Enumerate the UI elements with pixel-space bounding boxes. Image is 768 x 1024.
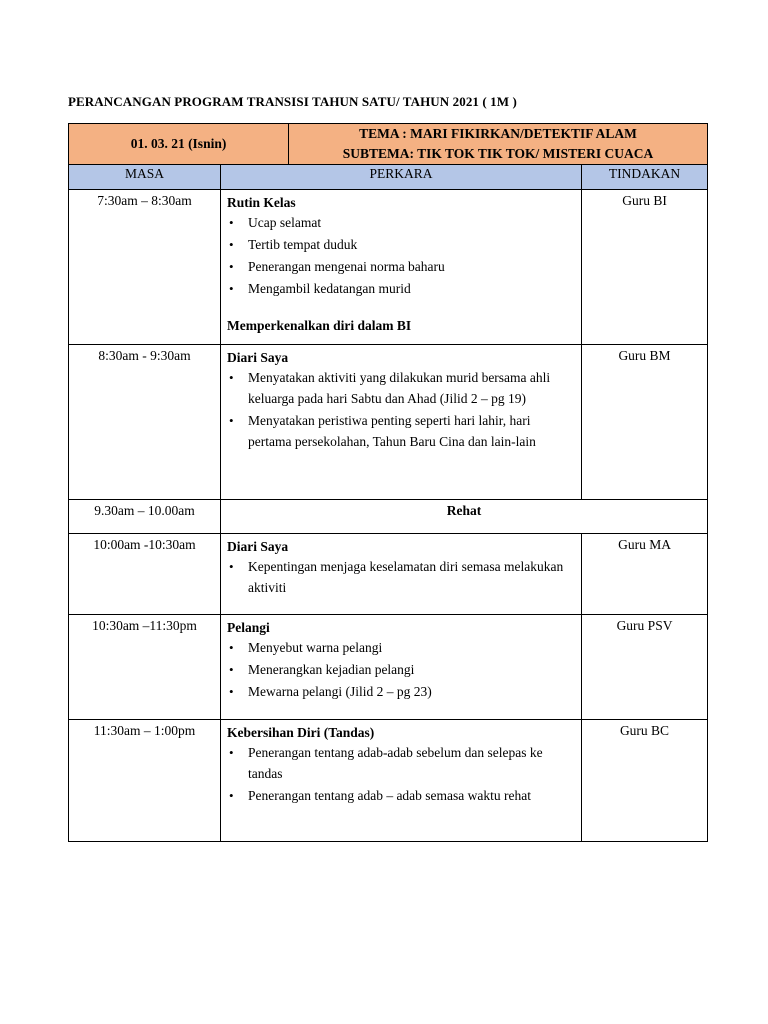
teacher-cell: Guru BI [582, 190, 708, 345]
time-cell: 10:30am –11:30pm [69, 615, 221, 720]
table-row [69, 615, 708, 720]
activity-points [227, 556, 575, 598]
list-item: • Tertib tempat duduk [227, 234, 575, 255]
time-cell: 7:30am – 8:30am [69, 190, 221, 345]
list-item: • Penerangan mengenai norma baharu [227, 256, 575, 277]
activity-cell [221, 345, 582, 500]
activity-title: Rutin Kelas [227, 195, 296, 210]
activity-points [227, 212, 575, 299]
time-cell: 11:30am – 1:00pm [69, 720, 221, 842]
activity-points [227, 367, 575, 452]
list-item: • Penerangan tentang adab-adab sebelum dan selepas ke tandas [227, 742, 575, 784]
activity-title: Diari Saya [227, 539, 289, 554]
table-row [69, 720, 708, 842]
list-item: • Ucap selamat [227, 212, 575, 233]
time-cell: 8:30am - 9:30am [69, 345, 221, 500]
schedule-table [68, 123, 708, 842]
column-header-row [69, 165, 708, 190]
column-header-masa: MASA [69, 165, 221, 190]
time-cell: 10:00am -10:30am [69, 534, 221, 615]
list-item: • Menyatakan peristiwa penting seperti hari lahir, hari pertama persekolahan, Tahun Baru Cina dan lain-lain [227, 410, 575, 452]
activity-title: Pelangi [227, 620, 270, 635]
activity-title: Diari Saya [227, 350, 289, 365]
list-item: • Penerangan tentang adab – adab semasa waktu rehat [227, 785, 575, 806]
list-item: • Kepentingan menjaga keselamatan diri semasa melakukan aktiviti [227, 556, 575, 598]
list-item: • Mewarna pelangi (Jilid 2 – pg 23) [227, 681, 575, 702]
activity-cell [221, 534, 582, 615]
table-row [69, 190, 708, 345]
activity-cell [221, 615, 582, 720]
column-header-perkara: PERKARA [221, 165, 582, 190]
table-row [69, 500, 708, 534]
activity-points [227, 637, 575, 702]
list-item: • Menyebut warna pelangi [227, 637, 575, 658]
activity-points [227, 742, 575, 806]
theme-cell [289, 124, 708, 165]
teacher-cell: Guru MA [582, 534, 708, 615]
list-item: • Menyatakan aktiviti yang dilakukan murid bersama ahli keluarga pada hari Sabtu dan Ahad (Jilid 2 – pg 19) [227, 367, 575, 409]
table-row [69, 534, 708, 615]
table-row [69, 345, 708, 500]
list-item: • Menerangkan kejadian pelangi [227, 659, 575, 680]
document-title: PERANCANGAN PROGRAM TRANSISI TAHUN SATU/ TAHUN 2021 ( 1M ) [68, 94, 517, 109]
time-cell: 9.30am – 10.00am [69, 500, 221, 534]
teacher-cell: Guru PSV [582, 615, 708, 720]
activity-cell [221, 720, 582, 842]
column-header-tindakan: TINDAKAN [582, 165, 708, 190]
date-text: 01. 03. 21 (Isnin) [130, 136, 227, 151]
subtema-text: SUBTEMA: TIK TOK TIK TOK/ MISTERI CUACA [342, 146, 654, 161]
break-cell: Rehat [221, 500, 708, 534]
teacher-cell: Guru BC [582, 720, 708, 842]
activity-title: Kebersihan Diri (Tandas) [227, 725, 375, 740]
teacher-cell: Guru BM [582, 345, 708, 500]
activity-extra: Memperkenalkan diri dalam BI [227, 318, 412, 333]
activity-cell [221, 190, 582, 345]
date-cell [69, 124, 289, 165]
list-item: • Mengambil kedatangan murid [227, 278, 575, 299]
header-row [69, 124, 708, 165]
tema-text: TEMA : MARI FIKIRKAN/DETEKTIF ALAM [359, 126, 637, 141]
